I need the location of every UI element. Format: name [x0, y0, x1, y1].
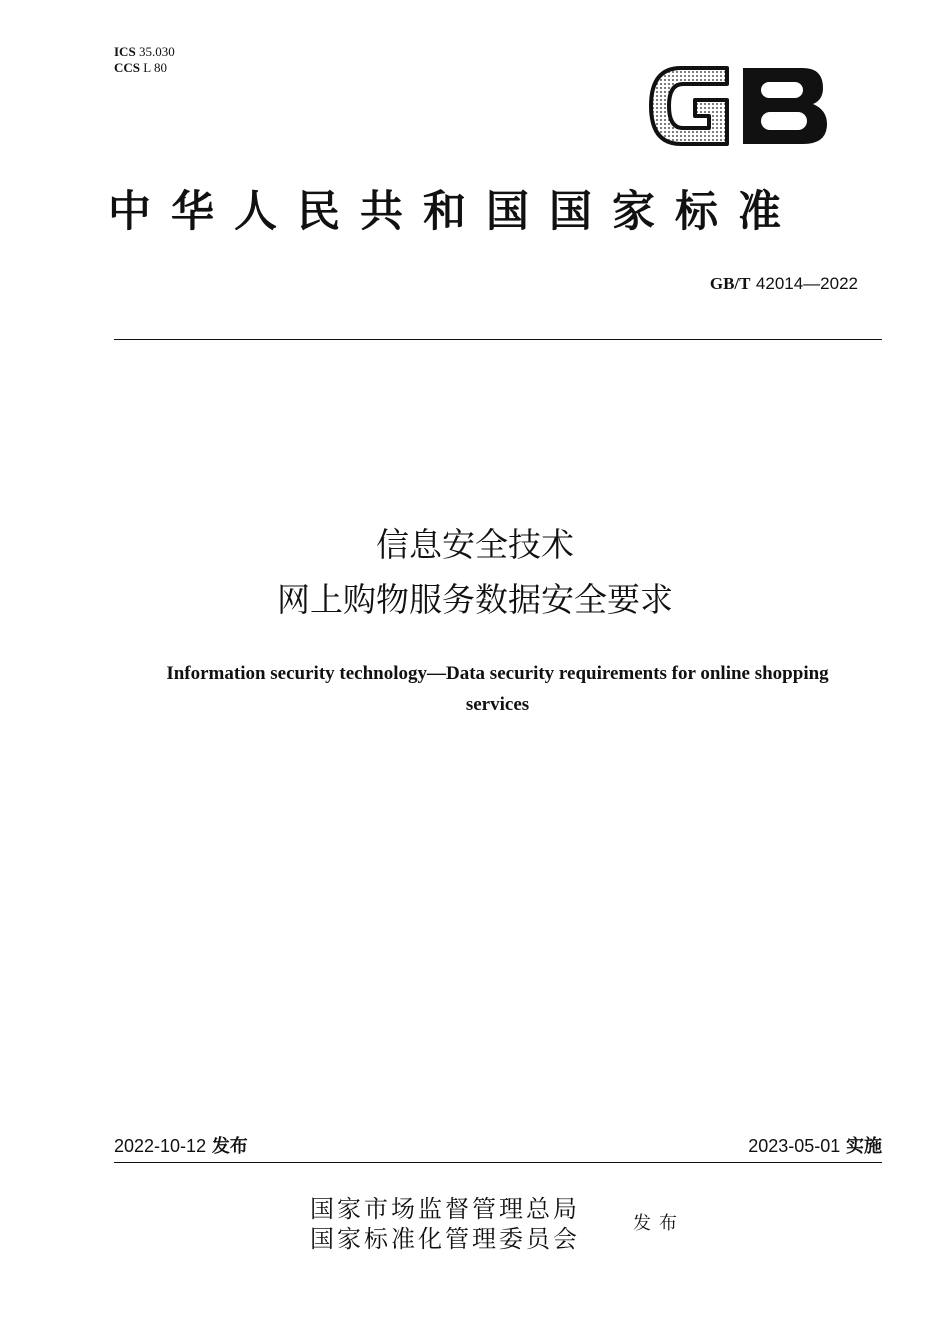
ccs-value: L 80 — [143, 60, 167, 75]
standard-number-prefix: GB/T — [709, 274, 751, 293]
standard-number-value: 42014—2022 — [755, 274, 858, 293]
publisher-line1: 国家市场监督管理总局 — [310, 1195, 580, 1223]
ccs-label: CCS — [114, 60, 141, 75]
ics-line — [114, 44, 175, 60]
publisher-action: 发布 — [633, 1213, 685, 1234]
title-cn-line1: 信息安全技术 — [376, 525, 574, 564]
standard-type: 中华人民共和国国家标准 — [108, 187, 801, 237]
footer-divider — [114, 1162, 882, 1163]
ics-label: ICS — [114, 44, 136, 59]
implement-date — [748, 1134, 882, 1159]
standard-number — [710, 273, 858, 295]
ics-value: 35.030 — [138, 44, 175, 59]
classification-codes — [114, 44, 175, 76]
implement-date-value: 2023-05-01 — [748, 1136, 841, 1156]
gb-logo — [643, 58, 833, 154]
implement-date-word: 实施 — [846, 1136, 882, 1157]
issue-date-word: 发布 — [211, 1136, 248, 1157]
issue-date — [114, 1134, 248, 1159]
header-divider — [114, 339, 882, 340]
ccs-line — [114, 60, 175, 76]
issue-date-value: 2022-10-12 — [114, 1136, 207, 1156]
title-cn-line2: 网上购物服务数据安全要求 — [277, 580, 673, 619]
title-en: Information security technology—Data security requirements for online shopping services — [166, 663, 829, 715]
publisher-line2: 国家标准化管理委员会 — [310, 1225, 580, 1253]
